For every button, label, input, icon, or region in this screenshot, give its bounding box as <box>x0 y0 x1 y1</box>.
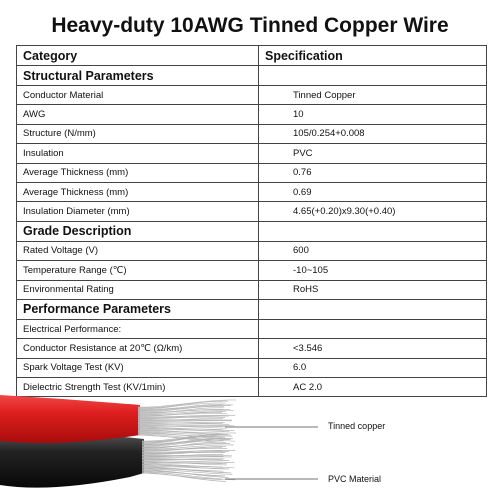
red-insulation <box>0 395 140 443</box>
label-pvc-material: PVC Material <box>328 474 382 484</box>
table-header-row <box>17 46 487 66</box>
section-spacer <box>259 299 487 319</box>
table-row <box>17 86 487 105</box>
row-label: Structure (N/mm) <box>17 124 259 143</box>
section-spacer <box>259 221 487 241</box>
wire-illustration <box>0 395 500 500</box>
row-label: Rated Voltage (V) <box>17 241 259 260</box>
table-row <box>17 261 487 280</box>
row-value: PVC <box>259 144 487 163</box>
table-row <box>17 358 487 377</box>
table-row <box>17 144 487 163</box>
table-row <box>17 339 487 358</box>
row-label: Environmental Rating <box>17 280 259 299</box>
row-value: 0.76 <box>259 163 487 182</box>
section-row <box>17 221 487 241</box>
row-label: Conductor Material <box>17 86 259 105</box>
row-value <box>259 319 487 338</box>
section-title: Structural Parameters <box>17 66 259 86</box>
table-row <box>17 182 487 201</box>
table-row <box>17 163 487 182</box>
row-value: -10~105 <box>259 261 487 280</box>
header-specification: Specification <box>259 46 487 66</box>
row-label: Average Thickness (mm) <box>17 163 259 182</box>
table-row <box>17 124 487 143</box>
table-row <box>17 202 487 221</box>
row-value: 4.65(+0.20)x9.30(+0.40) <box>259 202 487 221</box>
label-tinned-copper: Tinned copper <box>328 421 386 431</box>
row-label: Insulation Diameter (mm) <box>17 202 259 221</box>
section-title: Grade Description <box>17 221 259 241</box>
table-row <box>17 319 487 338</box>
row-label: Temperature Range (℃) <box>17 261 259 280</box>
table-row <box>17 280 487 299</box>
header-category: Category <box>17 46 259 66</box>
row-value: 6.0 <box>259 358 487 377</box>
row-label: Conductor Resistance at 20℃ (Ω/km) <box>17 339 259 358</box>
section-title: Performance Parameters <box>17 299 259 319</box>
section-spacer <box>259 66 487 86</box>
spec-table <box>16 45 487 397</box>
row-value: 0.69 <box>259 182 487 201</box>
section-row <box>17 66 487 86</box>
row-label: Insulation <box>17 144 259 163</box>
row-label: Spark Voltage Test (KV) <box>17 358 259 377</box>
row-value: <3.546 <box>259 339 487 358</box>
table-row <box>17 241 487 260</box>
row-value: 105/0.254+0.008 <box>259 124 487 143</box>
row-value: 600 <box>259 241 487 260</box>
page-title: Heavy-duty 10AWG Tinned Copper Wire <box>51 14 449 37</box>
tinned-copper-strands-bottom <box>142 433 236 481</box>
table-row <box>17 105 487 124</box>
row-label: Average Thickness (mm) <box>17 182 259 201</box>
row-label: Dielectric Strength Test (KV/1min) <box>17 378 259 397</box>
row-value: Tinned Copper <box>259 86 487 105</box>
row-label: Electrical Performance: <box>17 319 259 338</box>
section-row <box>17 299 487 319</box>
row-value: RoHS <box>259 280 487 299</box>
row-label: AWG <box>17 105 259 124</box>
row-value: AC 2.0 <box>259 378 487 397</box>
row-value: 10 <box>259 105 487 124</box>
